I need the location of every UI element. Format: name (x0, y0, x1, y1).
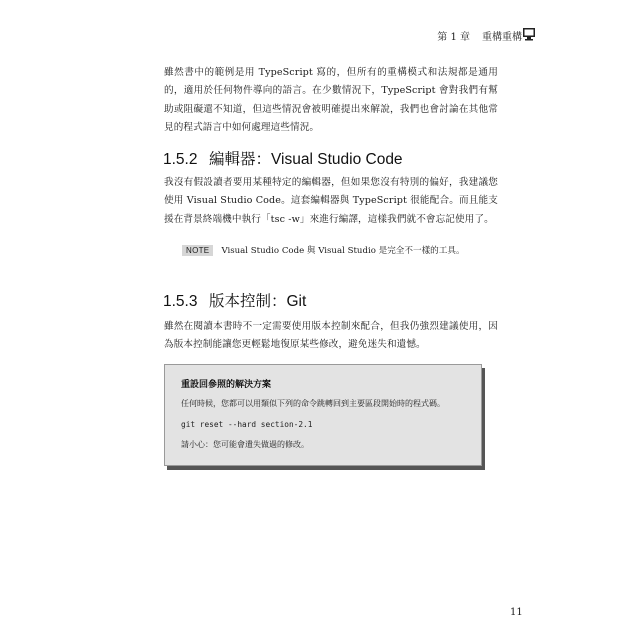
chapter-title: 重構重構 (482, 32, 522, 43)
intro-paragraph: 雖然書中的範例是用 TypeScript 寫的，但所有的重構模式和法規都是通用的，適用於任何物件導向的語言。在少數情況下，TypeScript 會對我們有幫助或阻礙還不知道，但這些情況會被明確提出來解說，我們也會討論在其他常見的程式語言中如何處理這些情況。 (164, 67, 498, 134)
section-heading-git (163, 289, 306, 311)
section-title: 版本控制：Git (209, 293, 307, 310)
note-callout (182, 244, 465, 256)
section-number: 1.5.2 (163, 151, 198, 168)
note-text: Visual Studio Code 與 Visual Studio 是完全不一樣的工具。 (221, 246, 465, 256)
sidebar-box-text: 任何時候，您都可以用類似下列的命令跳轉回到主要區段開始時的程式碼。 (181, 399, 445, 408)
page-number: 11 (510, 607, 523, 618)
section-title: 編輯器：Visual Studio Code (209, 151, 403, 168)
sidebar-box-warning: 請小心：您可能會遺失做過的修改。 (181, 440, 309, 449)
sidebar-box-title: 重設回參照的解決方案 (181, 380, 272, 390)
git-command-code: git reset --hard section-2.1 (181, 420, 313, 429)
monitor-icon (522, 27, 536, 41)
section-number: 1.5.3 (163, 293, 198, 310)
sidebar-box (164, 364, 482, 466)
running-header (437, 28, 522, 43)
chapter-label: 第 1 章 (437, 32, 470, 43)
editor-paragraph: 我沒有假設讀者要用某種特定的編輯器，但如果您沒有特別的偏好，我建議您使用 Visual Studio Code。這套編輯器與 TypeScript 很能配合。而且能支援在背景終端機中執行「tsc -w」來進行編譯，這樣我們就不會忘記使用了。 (164, 177, 498, 225)
section-heading-editor (163, 147, 403, 169)
git-paragraph: 雖然在閱讀本書時不一定需要使用版本控制來配合，但我仍強烈建議使用，因為版本控制能讓您更輕鬆地復原某些修改，避免迷失和遺憾。 (164, 321, 498, 351)
note-label: NOTE (182, 245, 213, 256)
